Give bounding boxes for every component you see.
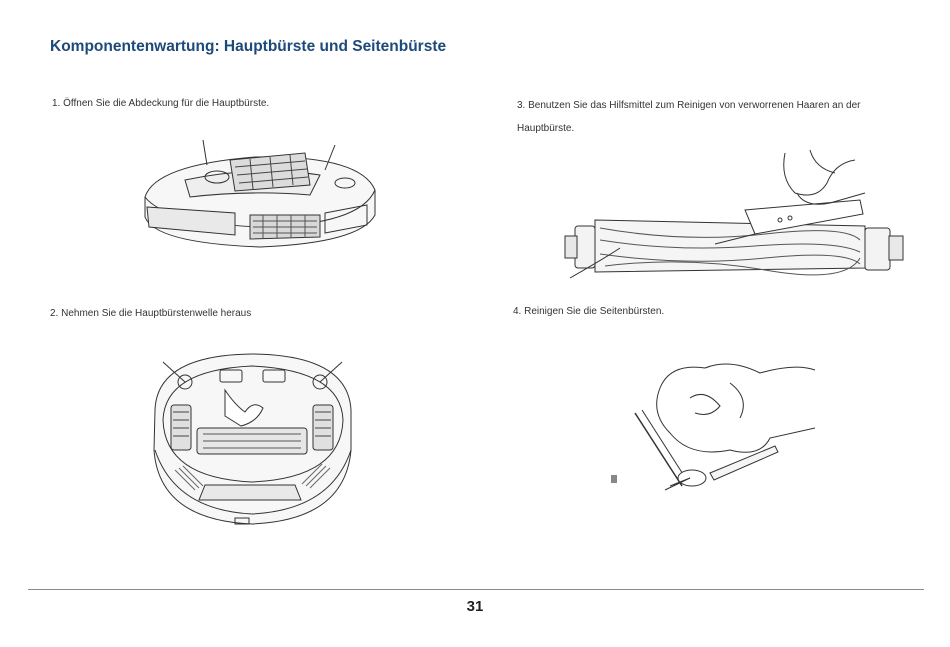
figure-remove-main-brush bbox=[145, 350, 360, 530]
figure-clean-side-brush bbox=[610, 358, 820, 493]
page-title: Komponentenwartung: Hauptbürste und Seitenbürste bbox=[50, 38, 447, 55]
figure-clean-tangled-hair bbox=[565, 148, 910, 283]
footer-divider bbox=[28, 589, 924, 590]
step-2-text: 2. Nehmen Sie die Hauptbürstenwelle heraus bbox=[50, 308, 252, 319]
step-1-text: 1. Öffnen Sie die Abdeckung für die Hauptbürste. bbox=[52, 98, 270, 109]
figure-open-brush-cover bbox=[135, 135, 385, 255]
step-3-text: 3. Benutzen Sie das Hilfsmittel zum Reinigen von verworrenen Haaren an der Hauptbürste. bbox=[517, 100, 861, 134]
page-number: 31 bbox=[466, 598, 484, 615]
step-4-text: 4. Reinigen Sie die Seitenbürsten. bbox=[513, 306, 665, 317]
